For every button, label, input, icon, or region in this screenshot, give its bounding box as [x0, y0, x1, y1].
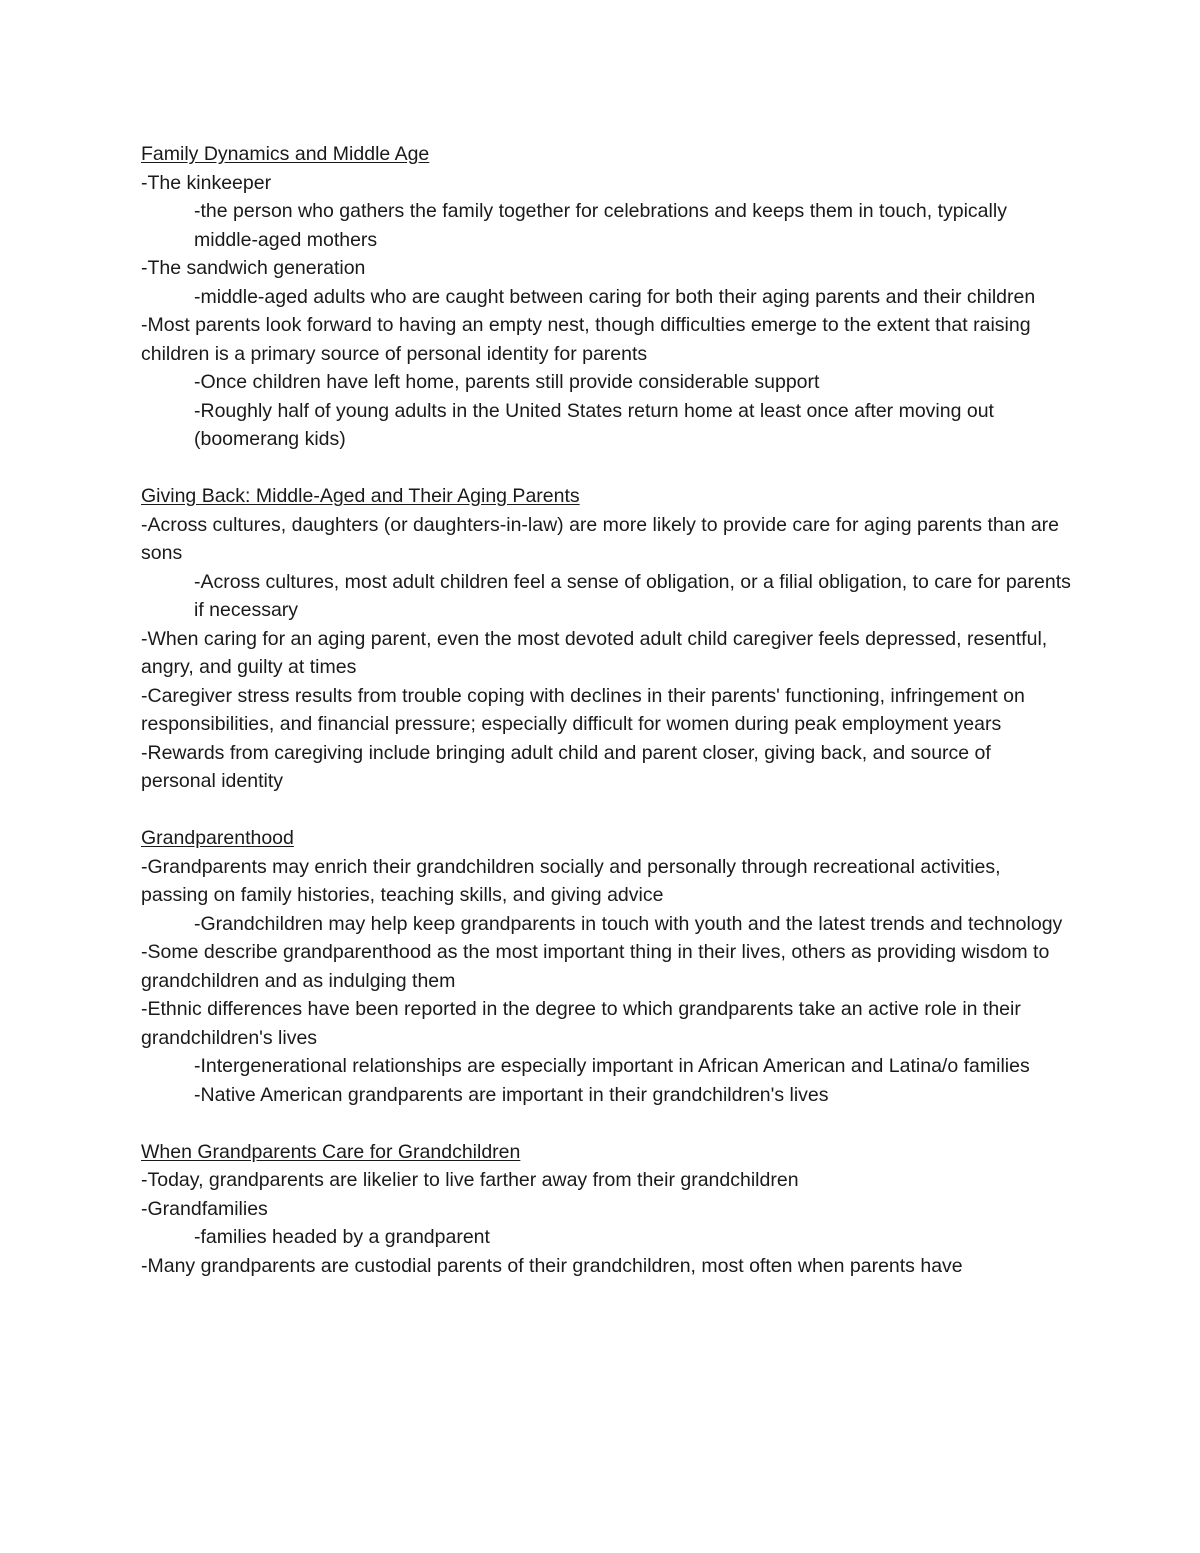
section-heading: Grandparenthood — [141, 827, 294, 849]
section-family-dynamics — [141, 140, 1071, 454]
list-item: -The sandwich generation — [141, 257, 366, 279]
section-heading: Giving Back: Middle-Aged and Their Aging Parents — [141, 485, 580, 507]
list-item: -Once children have left home, parents still provide considerable support — [194, 371, 820, 393]
list-item: -Most parents look forward to having an empty nest, though difficulties emerge to the extent that raising children is a primary source of personal identity for parents — [141, 314, 1031, 365]
document-page — [141, 140, 1071, 1280]
list-item: -families headed by a grandparent — [194, 1226, 490, 1248]
list-item: -Grandchildren may help keep grandparents in touch with youth and the latest trends and technology — [194, 912, 1063, 935]
list-item: -Roughly half of young adults in the United States return home at least once after moving out (boomerang kids) — [194, 399, 994, 450]
list-item: -Native American grandparents are important in their grandchildren's lives — [194, 1083, 829, 1106]
section-grandparents-care — [141, 1138, 1071, 1281]
list-item: -When caring for an aging parent, even the most devoted adult child caregiver feels depressed, resentful, angry, and guilty at times — [141, 627, 1048, 678]
list-item: -Many grandparents are custodial parents of their grandchildren, most often when parents have — [141, 1254, 963, 1277]
list-item: -middle-aged adults who are caught between caring for both their aging parents and their children — [194, 285, 1036, 308]
list-item: -Across cultures, daughters (or daughters-in-law) are more likely to provide care for aging parents than are sons — [141, 513, 1060, 564]
list-item: -Some describe grandparenthood as the most important thing in their lives, others as providing wisdom to grandchildren and as indulging them — [141, 941, 1050, 992]
list-item: -Caregiver stress results from trouble coping with declines in their parents' functioning, infringement on responsibilities, and financial pressure; especially difficult for women during peak employment years — [141, 684, 1025, 735]
list-item: -The kinkeeper — [141, 171, 272, 194]
list-item: -Grandparents may enrich their grandchildren socially and personally through recreational activities, passing on family histories, teaching skills, and giving advice — [141, 855, 1001, 906]
list-item: -Ethnic differences have been reported in the degree to which grandparents take an active role in their grandchildren's lives — [141, 998, 1021, 1049]
list-item: -the person who gathers the family together for celebrations and keeps them in touch, typically middle-aged mothers — [194, 200, 1007, 251]
section-grandparenthood — [141, 824, 1071, 1109]
section-giving-back — [141, 482, 1071, 796]
list-item: -Today, grandparents are likelier to live farther away from their grandchildren — [141, 1169, 799, 1191]
list-item: -Grandfamilies — [141, 1197, 268, 1220]
list-item: -Rewards from caregiving include bringing adult child and parent closer, giving back, and source of personal identity — [141, 741, 991, 792]
list-item: -Across cultures, most adult children feel a sense of obligation, or a filial obligation, to care for parents if necessary — [194, 570, 1071, 621]
section-heading: Family Dynamics and Middle Age — [141, 143, 430, 165]
section-heading: When Grandparents Care for Grandchildren — [141, 1140, 521, 1163]
list-item: -Intergenerational relationships are especially important in African American and Latina/o families — [194, 1055, 1030, 1077]
